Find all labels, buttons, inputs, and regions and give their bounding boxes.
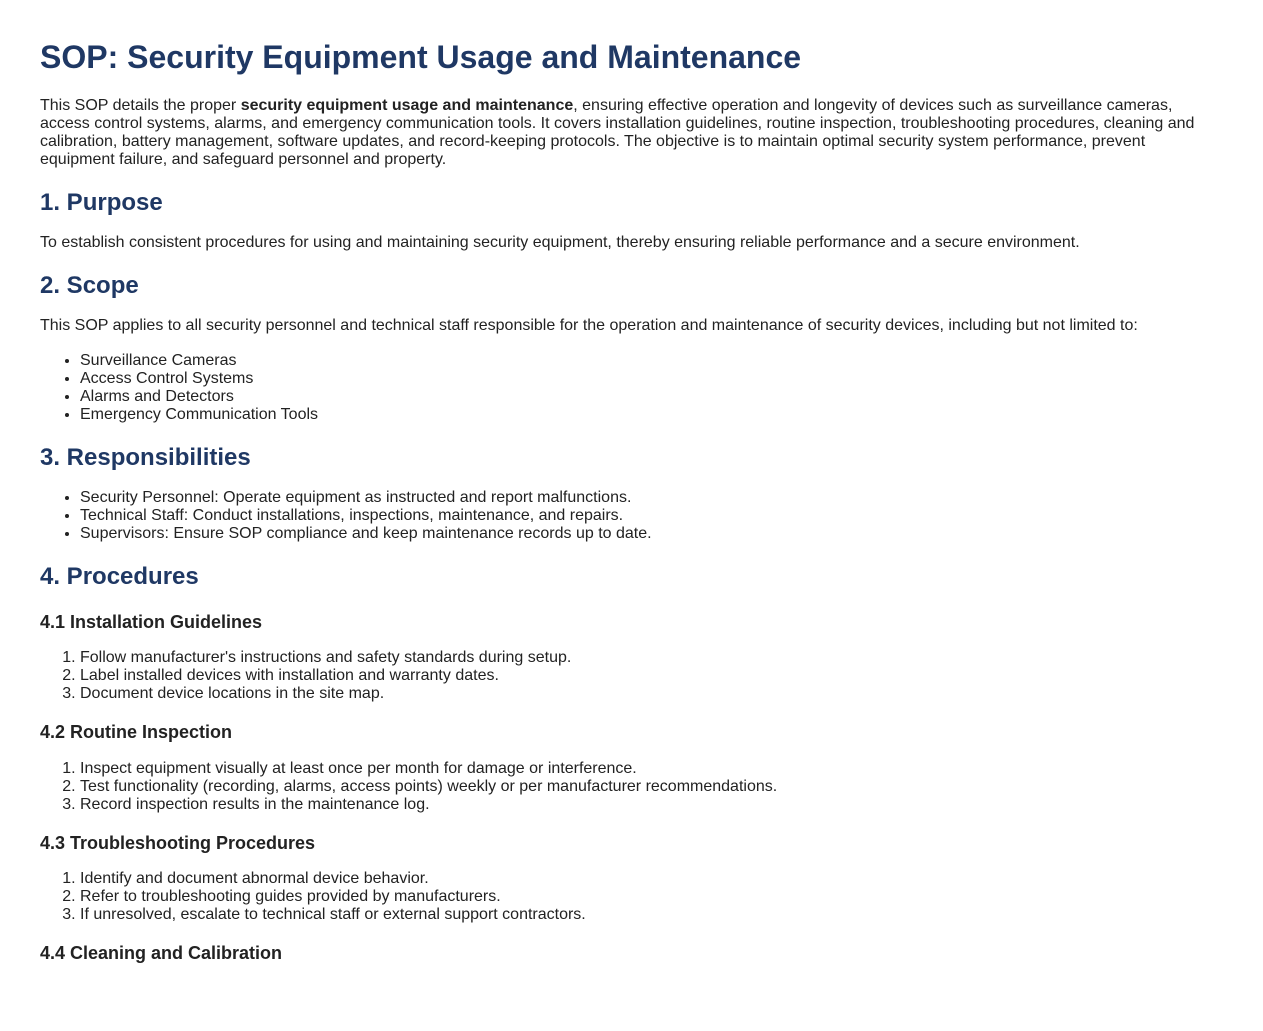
sop-document bbox=[0, 38, 1263, 964]
list-item: • Supervisors: Ensure SOP compliance and keep maintenance records up to date. bbox=[80, 525, 1223, 543]
list-item: 2. Refer to troubleshooting guides provided by manufacturers. bbox=[80, 888, 1223, 906]
list-item: • Emergency Communication Tools bbox=[80, 406, 1223, 424]
list-item: • Alarms and Detectors bbox=[80, 388, 1223, 406]
scope-text: This SOP applies to all security personnel and technical staff responsible for the operation and maintenance of security devices, including but not limited to: bbox=[40, 317, 1138, 334]
scope-list bbox=[40, 352, 1223, 424]
procedures-heading: 4. Procedures bbox=[40, 563, 199, 590]
intro-paragraph bbox=[40, 97, 1223, 169]
list-item: 1. Identify and document abnormal device behavior. bbox=[80, 870, 1223, 888]
cleaning-heading: 4.4 Cleaning and Calibration bbox=[40, 943, 283, 963]
intro-text-after: , ensuring effective operation and longevity of devices such as surveillance cameras, access control systems, alarms, and emergency communication tools. It covers installation guidelines, routine inspection, troubleshooting procedures, cleaning and calibration, battery management, software updates, and record-keeping protocols. The objective is to maintain optimal security system performance, prevent equipment failure, and safeguard personnel and property. bbox=[40, 97, 1195, 168]
scope-heading: 2. Scope bbox=[40, 272, 139, 299]
installation-heading: 4.1 Installation Guidelines bbox=[40, 612, 263, 632]
troubleshooting-list bbox=[40, 870, 1223, 924]
list-item: 1. Inspect equipment visually at least once per month for damage or interference. bbox=[80, 760, 1223, 778]
inspection-heading: 4.2 Routine Inspection bbox=[40, 722, 233, 742]
list-item: • Security Personnel: Operate equipment as instructed and report malfunctions. bbox=[80, 489, 1223, 507]
list-item: • Access Control Systems bbox=[80, 370, 1223, 388]
page-title: SOP: Security Equipment Usage and Maintenance bbox=[40, 39, 802, 75]
list-item: • Surveillance Cameras bbox=[80, 352, 1223, 370]
list-item: • Technical Staff: Conduct installations, inspections, maintenance, and repairs. bbox=[80, 507, 1223, 525]
list-item: 1. Follow manufacturer's instructions and safety standards during setup. bbox=[80, 649, 1223, 667]
purpose-heading: 1. Purpose bbox=[40, 189, 163, 216]
installation-list bbox=[40, 649, 1223, 703]
list-item: 2. Label installed devices with installation and warranty dates. bbox=[80, 667, 1223, 685]
list-item: 3. If unresolved, escalate to technical staff or external support contractors. bbox=[80, 906, 1223, 924]
responsibilities-heading: 3. Responsibilities bbox=[40, 444, 251, 471]
intro-text-bold: security equipment usage and maintenance bbox=[240, 97, 574, 114]
list-item: 3. Document device locations in the site map. bbox=[80, 685, 1223, 703]
list-item: 2. Test functionality (recording, alarms, access points) weekly or per manufacturer recommendations. bbox=[80, 778, 1223, 796]
inspection-list bbox=[40, 760, 1223, 814]
purpose-text: To establish consistent procedures for using and maintaining security equipment, thereby ensuring reliable performance and a secure environment. bbox=[40, 234, 1080, 251]
responsibilities-list bbox=[40, 489, 1223, 543]
intro-text-before: This SOP details the proper bbox=[40, 97, 241, 114]
troubleshooting-heading: 4.3 Troubleshooting Procedures bbox=[40, 833, 316, 853]
list-item: 3. Record inspection results in the maintenance log. bbox=[80, 796, 1223, 814]
